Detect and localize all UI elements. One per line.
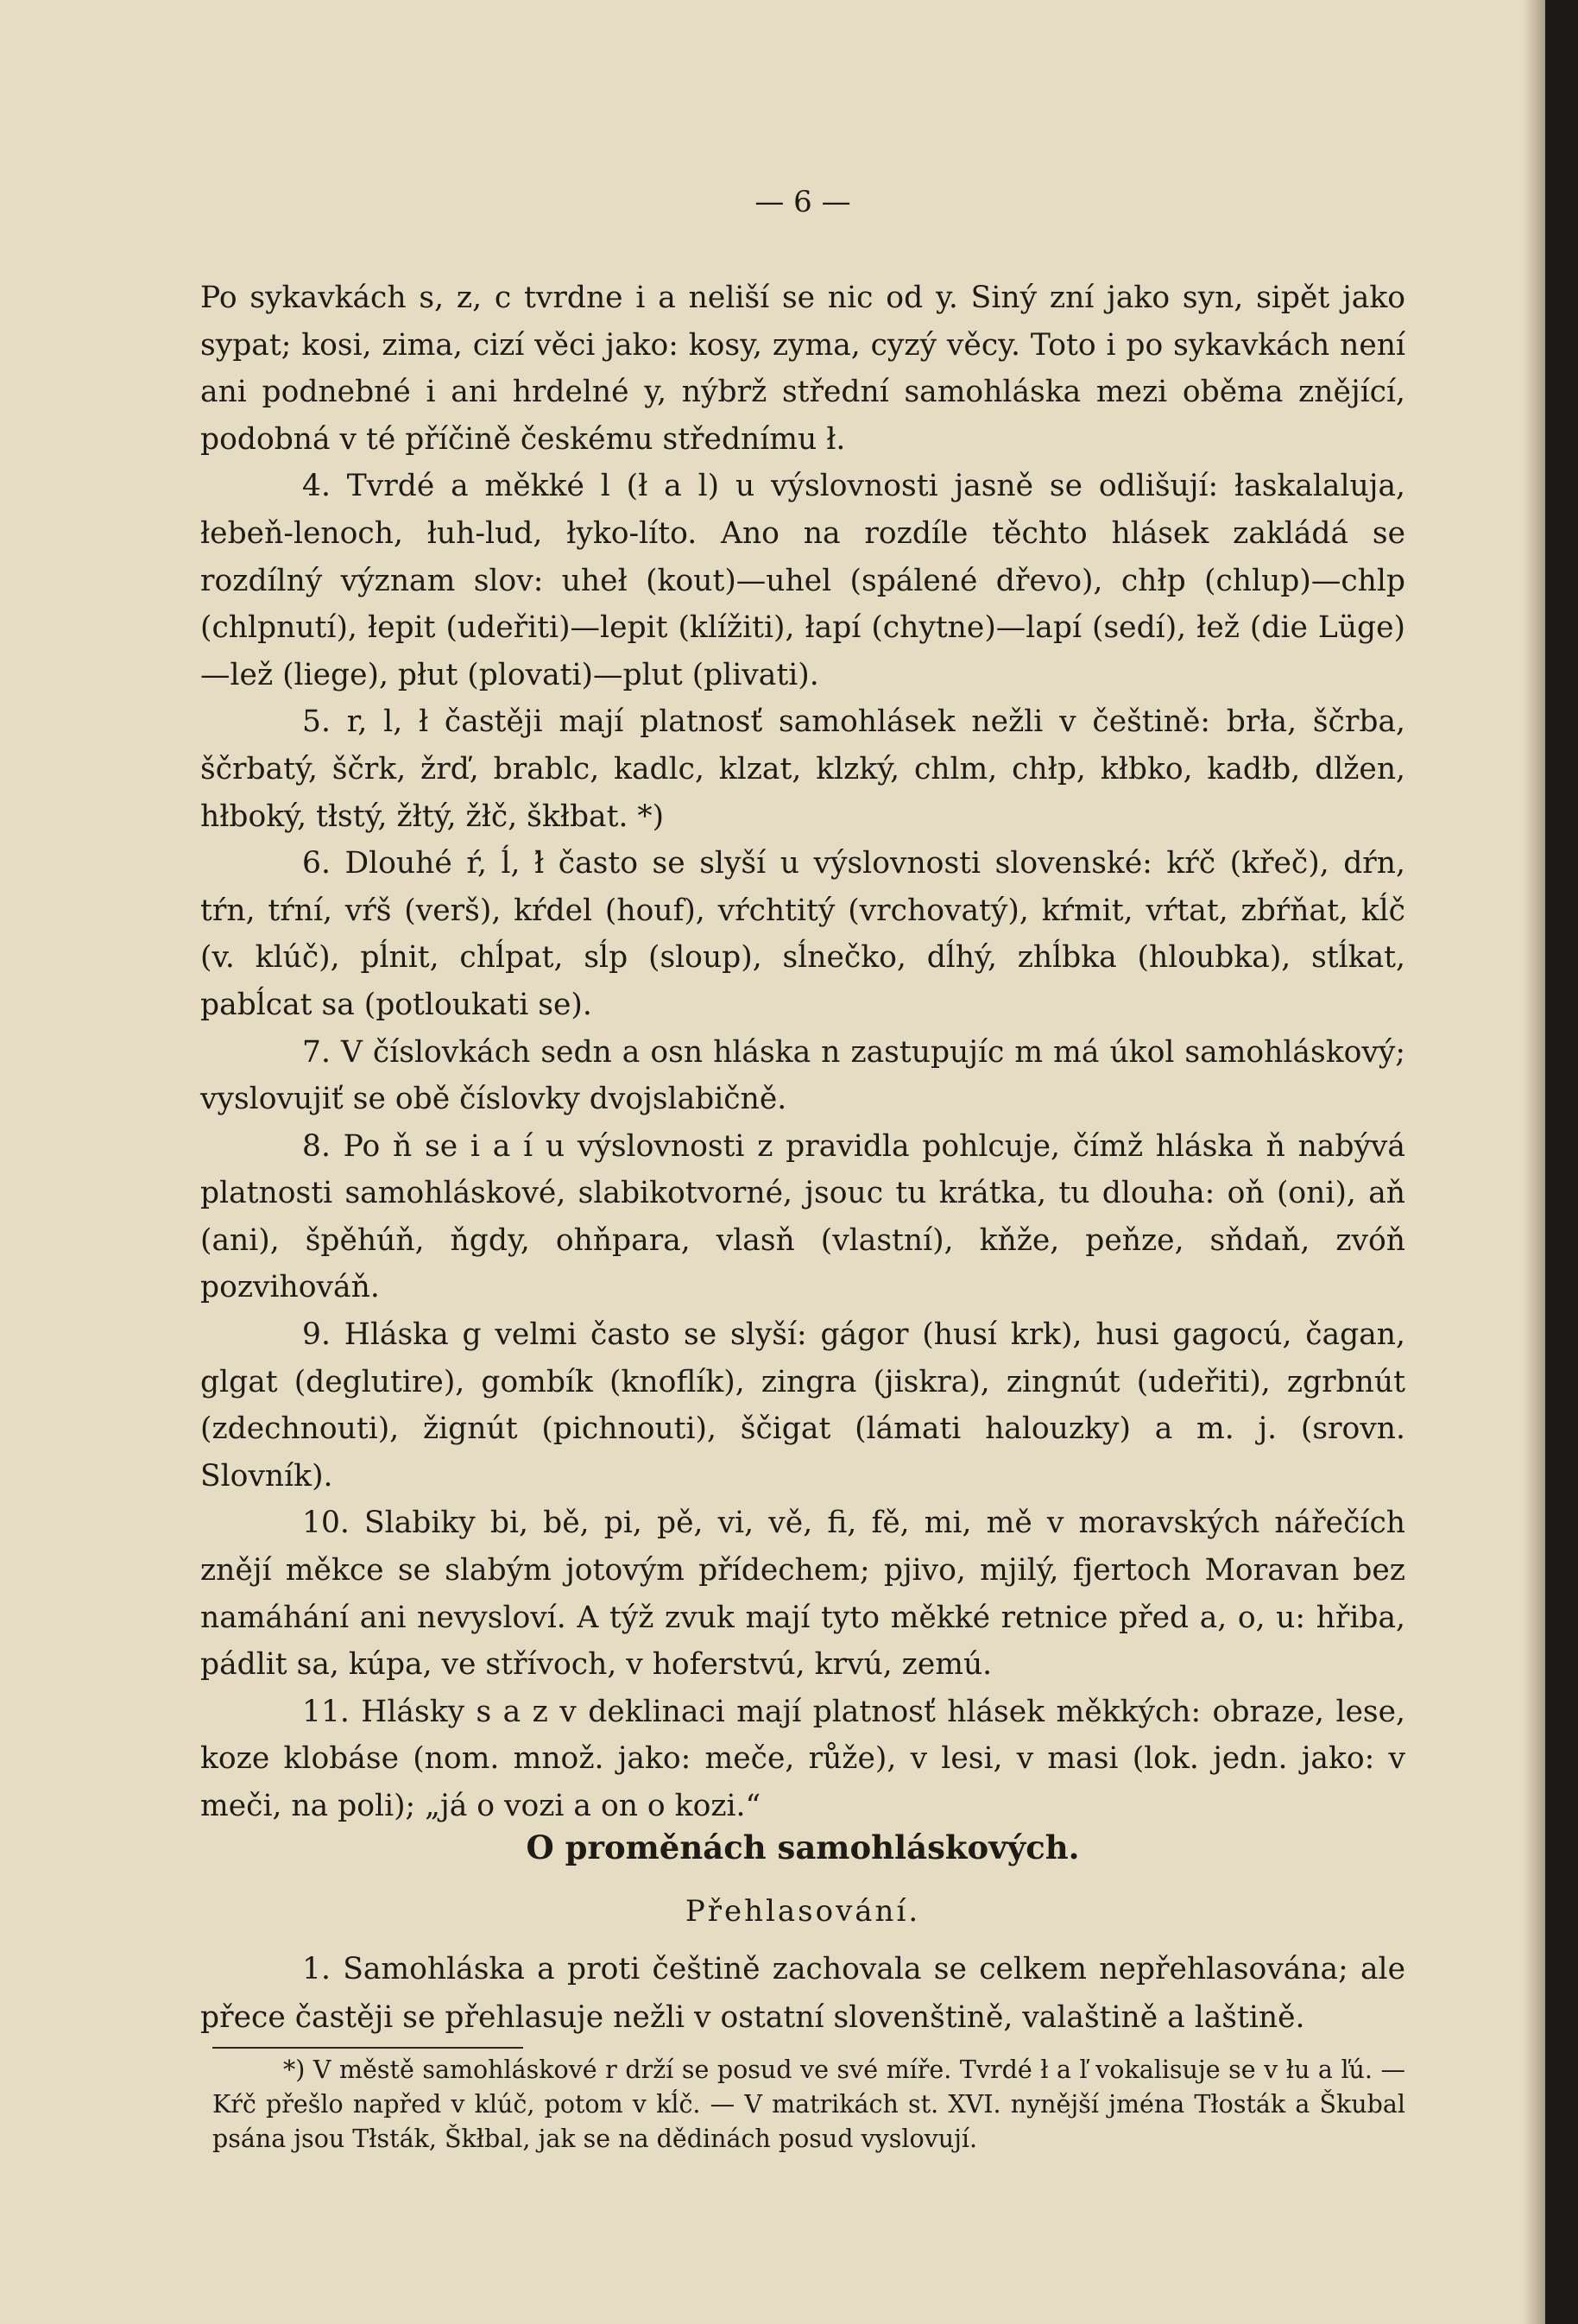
paragraph-10: 10. Slabiky bi, bě, pi, pě, vi, vě, fi, fě, mi, mě v moravských nářečích znějí měkce se slabým jotovým přídechem; pjivo, mjilý, fjertoch Moravan bez namáhání ani nevysloví. A týž zvuk mají tyto měkké retnice před a, o, u: hřiba, pádlit sa, kúpa, ve střívoch, v hoferstvú, krvú, zemú.	[200, 1506, 1405, 1683]
paragraph-8: 8. Po ň se i a í u výslovnosti z pravidla pohlcuje, čímž hláska ň nabývá platnosti samohláskové, slabikotvorné, jsouc tu krátka, tu dlouha: oň (oni), aň (ani), špěhúň, ňgdy, ohňpara, vlasň (vlastní), kňže, peňze, sňdaň, zvóň pozvihováň.	[200, 1128, 1405, 1305]
paragraph-7: 7. V číslovkách sedn a osn hláska n zastupujíc m má úkol samohláskový; vyslovujiť se obě číslovky dvojslabičně.	[200, 1034, 1405, 1117]
section-text	[200, 1945, 1405, 2042]
section-paragraph-1: 1. Samohláska a proti češtině zachovala se celkem nepřehlasována; ale přece častěji se přehlasuje nežli v ostatní slovenštině, valaštině a laštině.	[200, 1952, 1405, 2035]
page-number: — 6 —	[754, 185, 851, 219]
paragraph-11: 11. Hlásky s a z v deklinaci mají platnosť hlásek měkkých: obraze, lese, koze klobáse (nom. množ. jako: meče, růže), v lesi, v masi (lok. jedn. jako: v meči, na poli); „já o vozi a on o kozi.“	[200, 1694, 1405, 1823]
paragraph-5: 5. r, l, ł častěji mají platnosť samohlásek nežli v češtině: brła, ščrba, ščrbatý, ščrk, žrď, brablc, kadlc, klzat, klzký, chlm, chłp, kłbko, kadłb, dlžen, hłboký, tłstý, žłtý, žłč, škłbat. *)	[200, 704, 1405, 834]
section-heading: O proměnách samohláskových.	[526, 1828, 1080, 1866]
paragraph-4: 4. Tvrdé a měkké l (ł a l) u výslovnosti jasně se odlišují: łaskalaluja, łebeň-lenoch, łuh-lud, łyko-líto. Ano na rozdíle těchto hlásek zakládá se rozdílný význam slov: uheł (kout)—uhel (spálené dřevo), chłp (chlup)—chlp (chlpnutí), łepit (udeřiti)—lepit (klížiti), łapí (chytne)—lapí (sedí), łež (die Lüge)—lež (liege), płut (plovati)—plut (plivati).	[200, 469, 1405, 692]
subheading: Přehlasování.	[685, 1894, 921, 1929]
paragraph-sykavky: Po sykavkách s, z, c tvrdne i a neliší se nic od y. Siný zní jako syn, sipět jako sypat; kosi, zima, cizí věci jako: kosy, zyma, cyzý věcy. Toto i po sykavkách není ani podnebné i ani hrdelné y, nýbrž střední samohláska mezi oběma znějící, podobná v té příčině českému střednímu ł.	[200, 281, 1405, 457]
paragraph-9: 9. Hláska g velmi často se slyší: gágor (husí krk), husi gagocú, čagan, glgat (deglutire), gombík (knoflík), zingra (jiskra), zingnút (udeřiti), zgrbnút (zdechnouti), žignút (pichnouti), ščigat (lámati halouzky) a m. j. (srovn. Slovník).	[200, 1317, 1405, 1494]
body-text	[200, 275, 1405, 1830]
paragraph-6: 6. Dlouhé ŕ, ĺ, ł́ často se slyší u výslovnosti slovenské: kŕč (křeč), dŕn, tŕn, tŕní, vŕš (verš), kŕdel (houf), vŕchtitý (vrchovatý), kŕmit, vŕtat, zbŕňat, kĺč (v. klúč), pĺnit, chĺpat, sĺp (sloup), sĺnečko, dĺhý, zhĺbka (hloubka), stĺkat, pabĺcat sa (potloukati se).	[200, 846, 1405, 1022]
footnote: *) V městě samohláskové r drží se posud ve své míře. Tvrdé ł a ľ vokalisuje se v łu a ľú. — Kŕč přešlo napřed v klúč, potom v kĺč. — V matrikách st. XVI. nynější jména Tłosták a Škubal psána jsou Tłsták, Škłbal, jak se na dědinách posud vyslovují.	[212, 2056, 1405, 2153]
footnote-rule	[212, 2047, 523, 2049]
